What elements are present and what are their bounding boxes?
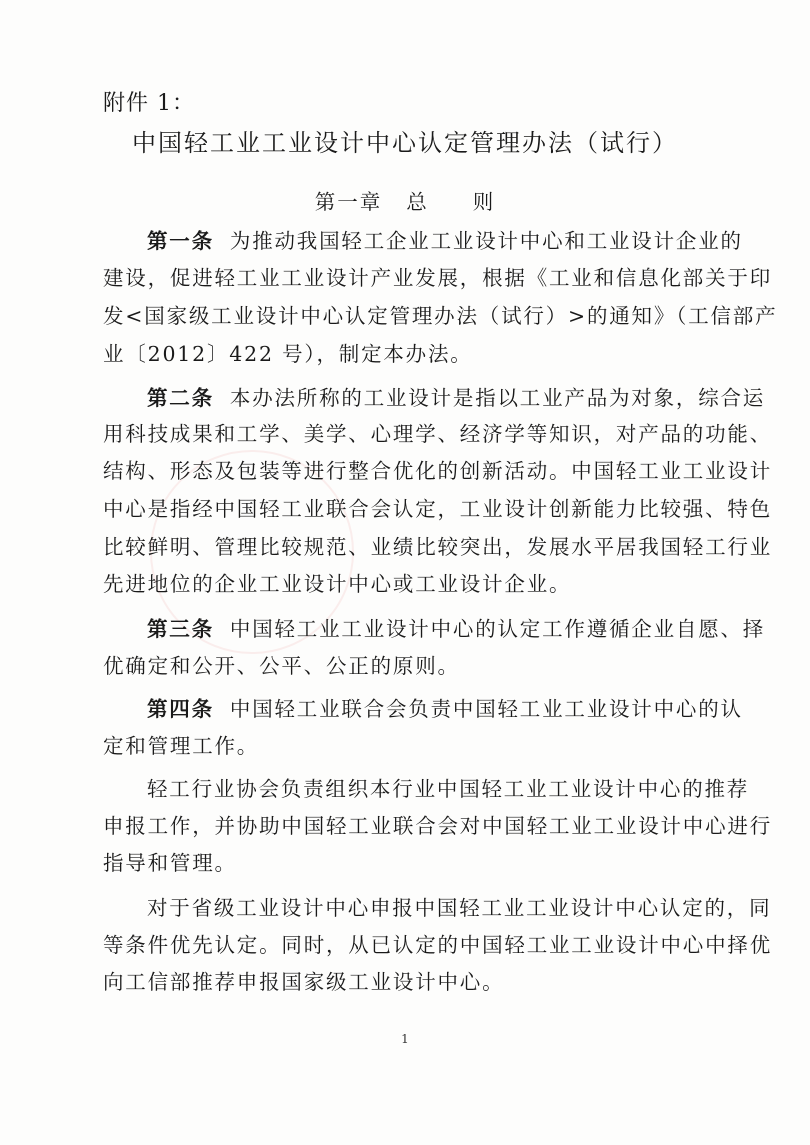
chapter-word-2: 则 (472, 190, 496, 214)
article-2-line-5: 比较鲜明、管理比较规范、业绩比较突出，发展水平居我国轻工行业 (103, 535, 772, 559)
article-3-line-1 (103, 617, 766, 641)
paragraph-2-line-1: 对于省级工业设计中心申报中国轻工业工业设计中心认定的，同 (147, 896, 772, 920)
paragraph-1-line-2: 申报工作，并协助中国轻工业联合会对中国轻工业工业设计中心进行 (103, 814, 772, 838)
paragraph-2-line-3: 向工信部推荐申报国家级工业设计中心。 (103, 970, 505, 994)
paragraph-1-line-1: 轻工行业协会负责组织本行业中国轻工业工业设计中心的推荐 (147, 777, 750, 801)
chapter-number: 第一章 (314, 190, 383, 214)
article-3-text: 中国轻工业工业设计中心的认定工作遵循企业自愿、择 (229, 617, 766, 641)
article-1-line-1 (103, 229, 759, 253)
paragraph-1-line-3: 指导和管理。 (103, 851, 237, 875)
article-1-label: 第一条 (147, 229, 214, 253)
article-1-line-2: 建设，促进轻工业工业设计产业发展，根据《工业和信息化部关于印 (103, 266, 772, 290)
article-2-line-2: 用科技成果和工学、美学、心理学、经济学等知识，对产品的功能、 (103, 422, 772, 446)
article-2-line-4: 中心是指经中国轻工业联合会认定，工业设计创新能力比较强、特色 (103, 497, 772, 521)
paragraph-2-line-2: 等条件优先认定。同时，从已认定的中国轻工业工业设计中心中择优 (103, 933, 772, 957)
document-title: 中国轻工业工业设计中心认定管理办法（试行） (132, 129, 678, 157)
attachment-label: 附件 1： (103, 91, 195, 116)
article-4-label: 第四条 (147, 697, 214, 721)
page-number: 1 (401, 1032, 409, 1046)
article-4-line-1 (103, 697, 759, 721)
article-3-line-2: 优确定和公开、公平、公正的原则。 (103, 654, 460, 678)
article-2-text: 本办法所称的工业设计是指以工业产品为对象，综合运 (229, 386, 766, 410)
article-2-line-3: 结构、形态及包装等进行整合优化的创新活动。中国轻工业工业设计 (103, 459, 772, 483)
article-1-text: 为推动我国轻工企业工业设计中心和工业设计企业的 (229, 229, 743, 253)
article-2-line-6: 先进地位的企业工业设计中心或工业设计企业。 (103, 572, 572, 596)
chapter-heading (0, 185, 810, 215)
article-4-line-2: 定和管理工作。 (103, 734, 260, 758)
article-2-label: 第二条 (147, 386, 214, 410)
article-3-label: 第三条 (147, 617, 214, 641)
article-1-line-4: 业〔2012〕422 号），制定本办法。 (103, 342, 473, 366)
article-2-line-1 (103, 386, 766, 410)
article-4-text: 中国轻工业联合会负责中国轻工业工业设计中心的认 (229, 697, 743, 721)
article-1-line-3: 发<国家级工业设计中心认定管理办法（试行）>的通知》（工信部产 (103, 304, 778, 328)
chapter-word-1: 总 (406, 190, 429, 214)
